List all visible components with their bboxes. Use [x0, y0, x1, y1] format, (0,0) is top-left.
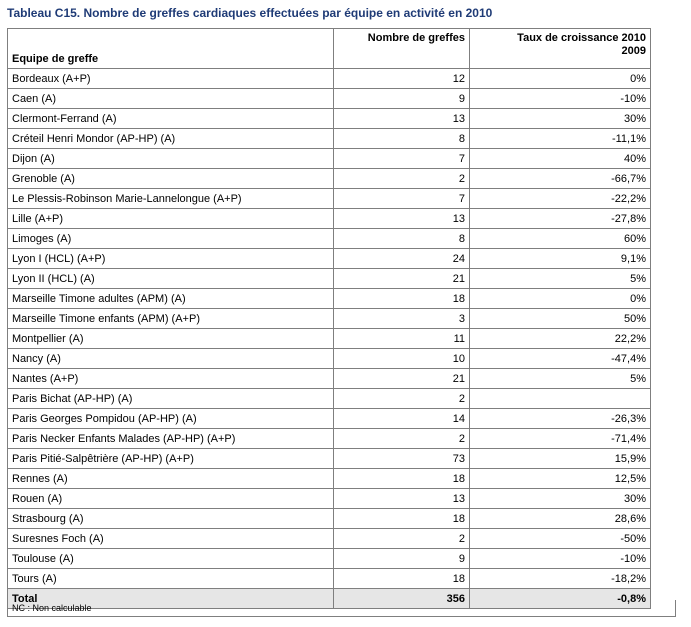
table-row	[8, 389, 651, 409]
cell-count: 2	[334, 389, 470, 409]
cell-growth: 0%	[470, 69, 651, 89]
cell-growth: 22,2%	[470, 329, 651, 349]
header-row	[8, 29, 651, 69]
cell-count: 18	[334, 289, 470, 309]
table-row	[8, 229, 651, 249]
table-row	[8, 489, 651, 509]
cell-team: Nancy (A)	[8, 349, 334, 369]
cell-team: Tours (A)	[8, 569, 334, 589]
grafts-table	[7, 28, 651, 609]
table-row	[8, 69, 651, 89]
table-row	[8, 369, 651, 389]
cell-team: Toulouse (A)	[8, 549, 334, 569]
table-row	[8, 309, 651, 329]
cell-team: Paris Georges Pompidou (AP-HP) (A)	[8, 409, 334, 429]
cell-growth: -66,7%	[470, 169, 651, 189]
cell-growth: 15,9%	[470, 449, 651, 469]
cell-team: Bordeaux (A+P)	[8, 69, 334, 89]
table-row	[8, 169, 651, 189]
cell-count: 12	[334, 69, 470, 89]
cell-growth: 28,6%	[470, 509, 651, 529]
total-growth: -0,8%	[470, 589, 651, 609]
cell-growth: 40%	[470, 149, 651, 169]
cell-team: Paris Pitié-Salpêtrière (AP-HP) (A+P)	[8, 449, 334, 469]
cell-count: 21	[334, 269, 470, 289]
cell-team: Lyon I (HCL) (A+P)	[8, 249, 334, 269]
cell-count: 21	[334, 369, 470, 389]
cell-team: Marseille Timone enfants (APM) (A+P)	[8, 309, 334, 329]
table-row	[8, 129, 651, 149]
cell-count: 18	[334, 509, 470, 529]
cell-count: 7	[334, 149, 470, 169]
cell-growth	[470, 389, 651, 409]
cell-team: Paris Necker Enfants Malades (AP-HP) (A+P)	[8, 429, 334, 449]
cell-team: Caen (A)	[8, 89, 334, 109]
cell-growth: -71,4%	[470, 429, 651, 449]
cell-team: Créteil Henri Mondor (AP-HP) (A)	[8, 129, 334, 149]
cell-growth: -27,8%	[470, 209, 651, 229]
cell-count: 13	[334, 209, 470, 229]
table-row	[8, 549, 651, 569]
cell-team: Clermont-Ferrand (A)	[8, 109, 334, 129]
cell-count: 3	[334, 309, 470, 329]
footnote: NC : Non calculable	[7, 600, 676, 617]
table-row	[8, 429, 651, 449]
cell-growth: -22,2%	[470, 189, 651, 209]
total-label: Total	[8, 589, 334, 609]
header-growth-line1: Taux de croissance 2010	[517, 32, 646, 44]
table-row	[8, 329, 651, 349]
cell-count: 13	[334, 109, 470, 129]
cell-count: 7	[334, 189, 470, 209]
cell-growth: 60%	[470, 229, 651, 249]
table-title: Tableau C15. Nombre de greffes cardiaques effectuées par équipe en activité en 2010	[7, 6, 493, 20]
cell-growth: -47,4%	[470, 349, 651, 369]
header-growth	[470, 29, 651, 69]
cell-team: Lyon II (HCL) (A)	[8, 269, 334, 289]
cell-growth: 30%	[470, 109, 651, 129]
cell-count: 11	[334, 329, 470, 349]
cell-count: 14	[334, 409, 470, 429]
table-row	[8, 469, 651, 489]
table-row	[8, 209, 651, 229]
header-growth-line2: 2009	[621, 45, 646, 57]
total-count: 356	[334, 589, 470, 609]
table-row	[8, 349, 651, 369]
cell-team: Grenoble (A)	[8, 169, 334, 189]
cell-growth: 30%	[470, 489, 651, 509]
table-row	[8, 109, 651, 129]
table-row	[8, 149, 651, 169]
table-row	[8, 409, 651, 429]
cell-count: 9	[334, 89, 470, 109]
cell-count: 18	[334, 469, 470, 489]
table-row	[8, 509, 651, 529]
table-row	[8, 449, 651, 469]
table-row	[8, 89, 651, 109]
cell-team: Suresnes Foch (A)	[8, 529, 334, 549]
cell-team: Rennes (A)	[8, 469, 334, 489]
cell-growth: -10%	[470, 549, 651, 569]
cell-count: 2	[334, 529, 470, 549]
cell-growth: 50%	[470, 309, 651, 329]
cell-team: Limoges (A)	[8, 229, 334, 249]
cell-count: 13	[334, 489, 470, 509]
table-row	[8, 289, 651, 309]
cell-growth: -10%	[470, 89, 651, 109]
cell-team: Le Plessis-Robinson Marie-Lannelongue (A+P)	[8, 189, 334, 209]
table-row	[8, 249, 651, 269]
cell-count: 9	[334, 549, 470, 569]
cell-growth: 9,1%	[470, 249, 651, 269]
cell-team: Lille (A+P)	[8, 209, 334, 229]
cell-count: 24	[334, 249, 470, 269]
cell-team: Strasbourg (A)	[8, 509, 334, 529]
cell-count: 10	[334, 349, 470, 369]
cell-growth: 0%	[470, 289, 651, 309]
cell-team: Paris Bichat (AP-HP) (A)	[8, 389, 334, 409]
cell-team: Montpellier (A)	[8, 329, 334, 349]
cell-growth: -26,3%	[470, 409, 651, 429]
cell-count: 8	[334, 229, 470, 249]
table-row	[8, 269, 651, 289]
header-count: Nombre de greffes	[334, 29, 470, 69]
cell-team: Dijon (A)	[8, 149, 334, 169]
table-row	[8, 569, 651, 589]
cell-count: 73	[334, 449, 470, 469]
cell-count: 8	[334, 129, 470, 149]
table-row	[8, 529, 651, 549]
cell-growth: -11,1%	[470, 129, 651, 149]
cell-growth: -50%	[470, 529, 651, 549]
cell-team: Marseille Timone adultes (APM) (A)	[8, 289, 334, 309]
cell-count: 2	[334, 429, 470, 449]
header-team: Equipe de greffe	[8, 29, 334, 69]
cell-team: Rouen (A)	[8, 489, 334, 509]
cell-growth: 12,5%	[470, 469, 651, 489]
cell-growth: -18,2%	[470, 569, 651, 589]
cell-count: 18	[334, 569, 470, 589]
cell-team: Nantes (A+P)	[8, 369, 334, 389]
cell-growth: 5%	[470, 269, 651, 289]
cell-growth: 5%	[470, 369, 651, 389]
cell-count: 2	[334, 169, 470, 189]
table-row	[8, 189, 651, 209]
